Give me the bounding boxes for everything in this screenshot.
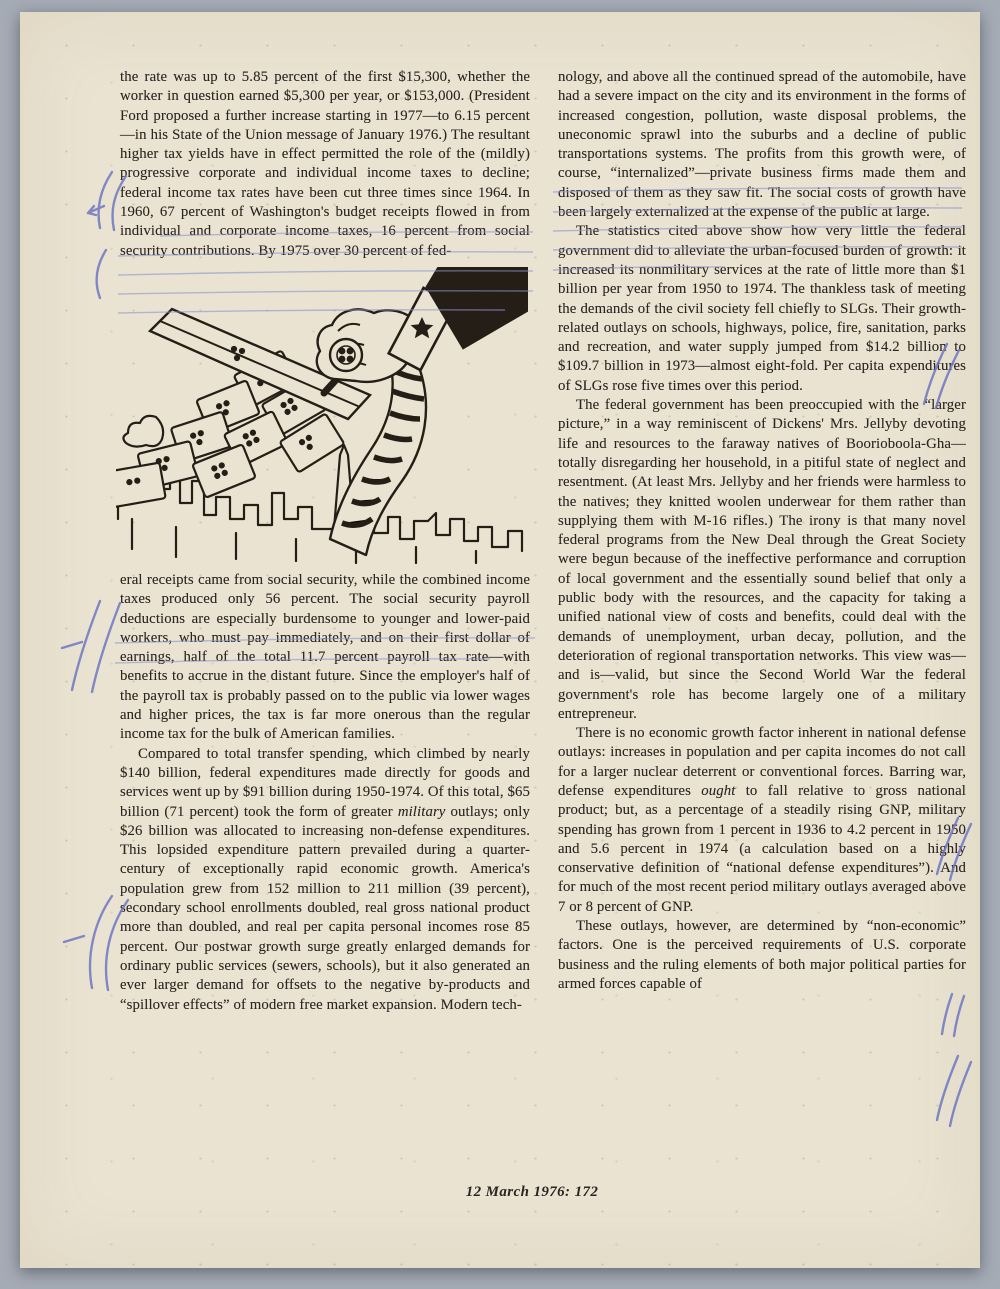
left-column-bottom-text	[120, 571, 530, 1015]
left-column-top-text	[120, 68, 530, 261]
paragraph: eral receipts came from social security, while the combined income taxes produced only 56 percent. The social security payroll deductions are especially burdensome to younger and lower-paid workers, who must pay immediately, and on their first dollar of earnings, half of the total 11.7 percent payroll tax rate—with benefits to accrue in the distant future. Since the employer's half of the payroll tax is probably passed on to the public via lower wages and higher prices, the tax is far more onerous than the regular income tax for the bulk of American families.	[120, 571, 530, 743]
footer-date: 12 March 1976: 172	[465, 1184, 599, 1200]
paragraph: nology, and above all the continued spread of the automobile, have had a severe impact on the city and its environment in the forms of increased congestion, pollution, waste disposal problems, the uneconomic sprawl into the suburbs and a decline of public transportations systems. The profits from this growth were, of course, “internalized”—private business firms made them and disposed of them as they saw fit. The social costs of growth have been largely externalized at the expense of the public at large.	[558, 69, 966, 221]
paragraph: Compared to total transfer spending, which climbed by nearly $140 billion, federal expenditures made directly for goods and services went up by $91 billion during 1950-1974. Of this total, $65 billion (71 percent) took the form of greater military outlays; only $26 billion was allocated to increasing non-defense expenditures. This lopsided expenditure pattern prevailed during a quarter-century of exceptionally rapid economic growth. America's population grew from 152 million to 211 million (39 percent), secondary school enrollments doubled, real gross national product more than doubled, and real per capita personal incomes rose 85 percent. Our postwar growth surge greatly enlarged demands for ordinary public services (sewers, schools), but it also generated an ever larger demand for offsets to the negative by-products and “spillover effects” of modern free market expansion. Modern tech-	[120, 745, 530, 1013]
paragraph: The statistics cited above show how very little the federal government did to alleviate the urban-focused burden of growth: it increased its nonmilitary services at the rate of little more than $1 billion per year from 1950 to 1974. The thankless task of meeting the demands of the civil society fell chiefly to SLGs. Their growth-related outlays on schools, highways, police, fire, sanitation, parks and recreation, and water supply jumped from $14.2 billion to $109.7 billion in 1973—almost eight-fold. Per capita expenditures of SLGs rose five times over this period.	[558, 223, 966, 394]
left-column	[120, 68, 530, 1015]
knob-disc	[330, 339, 362, 371]
paragraph: These outlays, however, are determined by “non-economic” factors. One is the perceived requirements of U.S. corporate business and the ruling elements of both major political parties for armed forces capable of	[558, 918, 966, 992]
document-page	[20, 12, 980, 1268]
uncle-sam-sleeve	[426, 267, 528, 349]
paragraph: There is no economic growth factor inherent in national defense outlays: increases in population and per capita incomes do not call for a larger nuclear deterrent or conventional forces. Barring war, defense expenditures ought to fall relative to gross national product; but, as a percentage of a steadily rising GNP, military spending has grown from 1 percent in 1936 to 4.2 percent in 1950 and 5.6 percent in 1974 (a calculation based on a highly conservative definition of “national defense expenditures”). And for much of the most recent period military outlays averaged above 7 or 8 percent of GNP.	[558, 725, 966, 915]
illustration-figure	[116, 267, 530, 565]
paragraph: The federal government has been preoccupied with the “larger picture,” in a way reminiscent of Dickens' Mrs. Jellyby devoting life and resources to the faraway natives of Boorioboola-Gha—totally disregarding her household, in a pitiful state of neglect and resentment. (At least Mrs. Jellyby and her friends were harmless to the natives; they knitted woolen underwear for them rather than supplying them with M-16 rifles.) The irony is that many novel federal programs from the New Deal through the Great Society were begun because of the ineffective performance and corruption of local government and the essentially sound belief that only a public body with the resources, and the capacity for taking a unified national view of costs and benefits, could deal with the demands of unemployment, urban decay, pollution, and the deterioration of regional transportation networks. This view was—and is—valid, but since the Second World War the federal government's role has become largely one of a military entrepreneur.	[558, 397, 966, 722]
cloud	[123, 416, 163, 447]
right-column	[558, 68, 966, 994]
illustration	[116, 267, 528, 565]
paragraph: the rate was up to 5.85 percent of the first $15,300, whether the worker in question earned $5,300 per year, or $153,000. (President Ford proposed a further increase starting in 1977—to 6.15 percent—in his State of the Union message of January 1976.) The resultant higher tax yields have in effect permitted the role of the (mildly) progressive corporate and individual income taxes to decline; federal income tax rates have been cut three times since 1964. In 1960, 67 percent of Washington's budget receipts flowed in from individual and corporate income taxes, 16 percent from social security contributions. By 1975 over 30 percent of fed-	[120, 69, 530, 259]
